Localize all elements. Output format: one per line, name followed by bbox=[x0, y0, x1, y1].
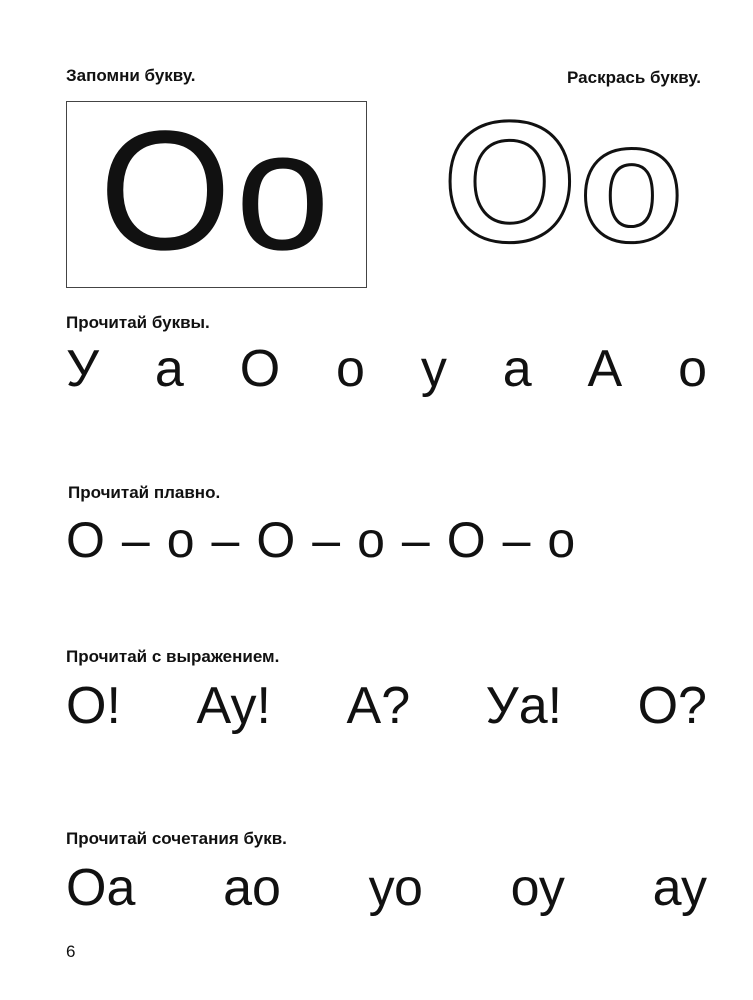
heading-read-expression: Прочитай с выражением. bbox=[66, 647, 280, 666]
coloring-letter-outline: Оо bbox=[443, 86, 686, 278]
heading-read-smooth: Прочитай плавно. bbox=[68, 483, 221, 502]
expression-item: О! bbox=[66, 677, 121, 735]
letter-item: У bbox=[66, 340, 100, 398]
smooth-item: о bbox=[166, 512, 195, 568]
page-number: 6 bbox=[66, 942, 76, 961]
heading-read-combinations: Прочитай сочетания букв. bbox=[66, 829, 287, 848]
smooth-dash: – bbox=[312, 512, 341, 568]
letter-item: а bbox=[502, 340, 532, 398]
expression-item: О? bbox=[637, 677, 707, 735]
expression-item: Уа! bbox=[485, 677, 563, 735]
smooth-item: О bbox=[446, 512, 486, 568]
heading-remember-letter: Запомни букву. bbox=[66, 66, 196, 85]
smooth-item: о bbox=[357, 512, 385, 568]
smooth-dash: – bbox=[401, 512, 430, 568]
smooth-dash: – bbox=[121, 512, 150, 568]
heading-read-letters: Прочитай буквы. bbox=[66, 313, 210, 332]
featured-letter: Оо bbox=[99, 95, 334, 286]
smooth-item: О bbox=[256, 512, 296, 568]
smooth-reading-row bbox=[66, 512, 707, 568]
expression-item: Ау! bbox=[196, 677, 271, 735]
smooth-item: о bbox=[547, 512, 576, 568]
smooth-item: О bbox=[66, 512, 105, 568]
letter-item: о bbox=[678, 340, 707, 398]
combination-item: Оа bbox=[66, 859, 136, 917]
combination-item: уо bbox=[368, 859, 423, 917]
expression-item: А? bbox=[346, 677, 411, 735]
featured-letter-box bbox=[66, 95, 367, 288]
combination-item: оу bbox=[510, 859, 565, 917]
expressions-row bbox=[66, 677, 707, 735]
smooth-dash: – bbox=[502, 512, 531, 568]
smooth-dash: – bbox=[211, 512, 240, 568]
letter-item: а bbox=[154, 340, 184, 398]
letter-item: о bbox=[336, 340, 365, 398]
combination-item: ау bbox=[652, 859, 707, 917]
letter-item: А bbox=[587, 340, 623, 398]
letter-item: О bbox=[239, 340, 281, 398]
letters-row bbox=[66, 340, 707, 398]
combination-item: ао bbox=[223, 859, 281, 917]
combinations-row bbox=[66, 859, 707, 917]
letter-item: у bbox=[420, 340, 447, 398]
heading-color-letter: Раскрась букву. bbox=[567, 68, 701, 87]
